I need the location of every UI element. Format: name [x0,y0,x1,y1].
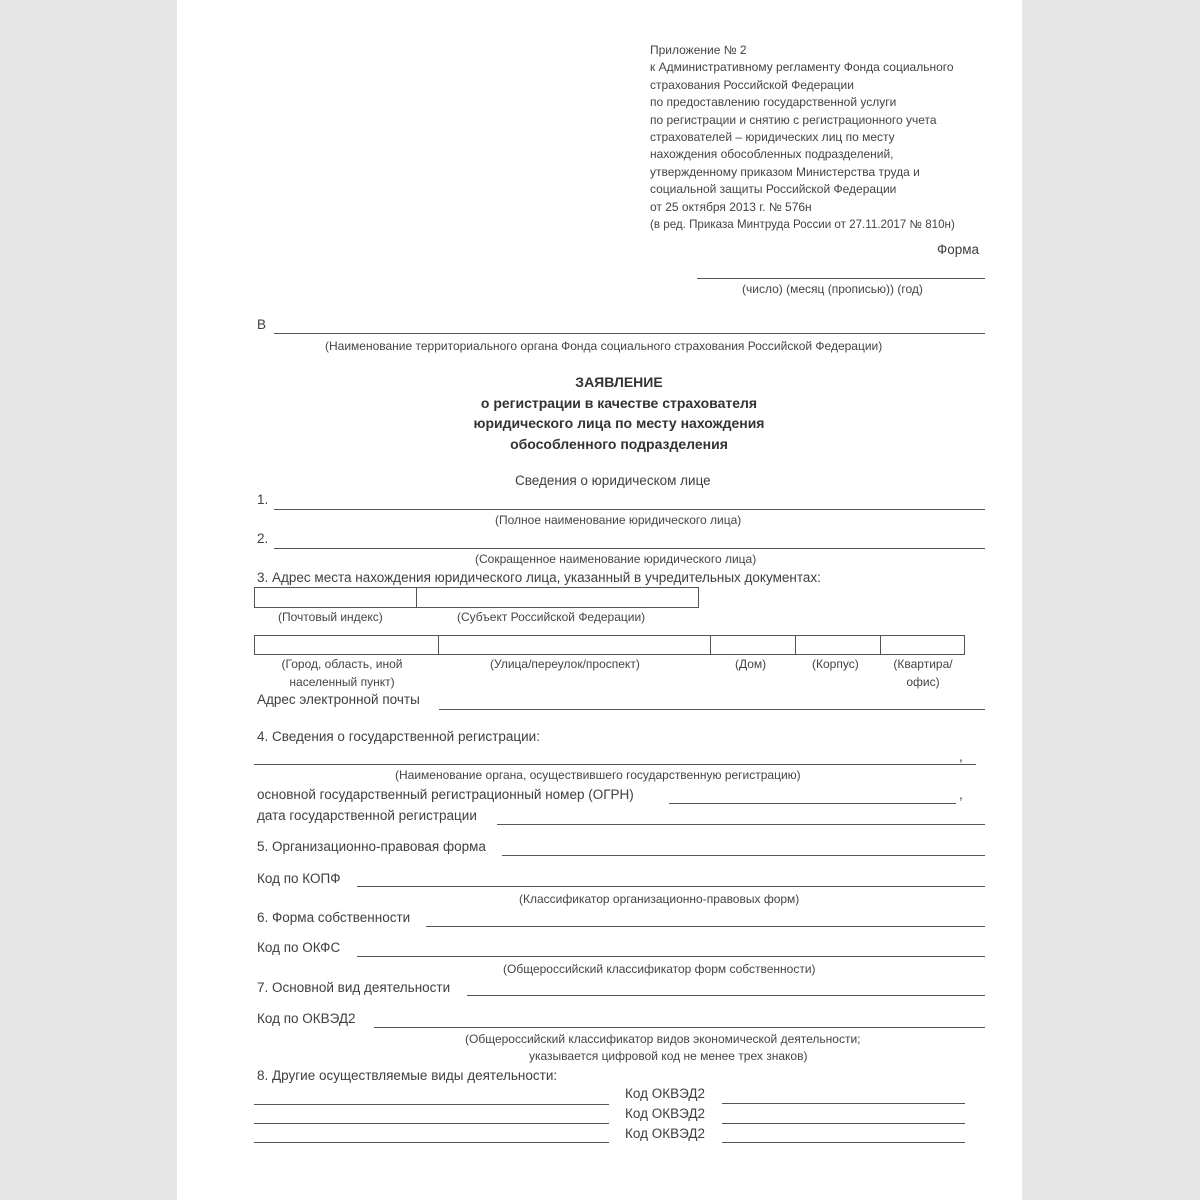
main-activity-field[interactable] [467,995,985,996]
date-field-line[interactable] [697,278,985,279]
appendix-line: страхователей – юридических лиц по месту [650,130,895,144]
appendix-line: Приложение № 2 [650,43,747,57]
section-heading: Сведения о юридическом лице [515,473,711,488]
email-label: Адрес электронной почты [257,692,420,707]
kopf-label: Код по КОПФ [257,871,341,886]
apartment-caption: офис) [906,675,940,689]
house-caption: (Дом) [735,657,767,671]
street-box[interactable] [438,635,711,655]
other-activity-field[interactable] [254,1104,609,1105]
field-2-number: 2. [257,531,269,546]
other-okved-field[interactable] [722,1142,965,1143]
okved-caption: (Общероссийский классификатор видов экономической деятельности; [465,1032,861,1046]
registration-comma: , [959,749,963,764]
house-box[interactable] [710,635,796,655]
short-name-caption: (Сокращенное наименование юридического лица) [475,552,757,566]
okfs-label: Код по ОКФС [257,940,341,955]
okved-label: Код по ОКВЭД2 [257,1011,356,1026]
address-label: 3. Адрес места нахождения юридического лица, указанный в учредительных документах: [257,570,821,585]
other-okved-field[interactable] [722,1103,965,1104]
other-okved-label: Код ОКВЭД2 [625,1126,705,1141]
document-page [177,0,1022,1200]
other-activities-label: 8. Другие осуществляемые виды деятельности: [257,1068,558,1083]
ownership-field[interactable] [426,926,985,927]
appendix-line: к Административному регламенту Фонда социального [650,60,954,75]
appendix-line: нахождения обособленных подразделений, [650,147,894,162]
email-field[interactable] [439,709,985,710]
region-box[interactable] [416,587,699,608]
appendix-line: утвержденному приказом Министерства труда и [650,164,920,179]
other-okved-field[interactable] [722,1123,965,1124]
appendix-line: по предоставлению государственной услуги [650,95,897,110]
city-caption: населенный пункт) [289,675,395,689]
ogrn-comma: , [959,787,963,802]
full-name-field[interactable] [274,509,985,510]
other-activity-field[interactable] [254,1123,609,1124]
addressee-prefix: В [257,317,267,332]
registration-label: 4. Сведения о государственной регистрации: [257,729,540,744]
building-box[interactable] [795,635,881,655]
registration-authority-caption: (Наименование органа, осуществившего государственную регистрацию) [395,768,801,782]
building-caption: (Корпус) [812,657,859,671]
registration-authority-field[interactable] [254,764,976,765]
apartment-caption: (Квартира/ [893,657,953,671]
appendix-line: (в ред. Приказа Минтруда России от 27.11.2017 № 810н) [650,218,955,231]
short-name-field[interactable] [274,548,985,549]
document-subtitle: о регистрации в качестве страхователя [480,395,758,411]
postal-code-box[interactable] [254,587,417,608]
date-caption: (число) (месяц (прописью)) (год) [742,282,923,296]
registration-date-label: дата государственной регистрации [257,808,477,823]
document-title: ЗАЯВЛЕНИЕ [575,374,663,390]
form-label: Форма [937,242,980,257]
city-caption: (Город, область, иной [281,657,403,671]
other-activity-field[interactable] [254,1142,609,1143]
full-name-caption: (Полное наименование юридического лица) [495,513,742,527]
ogrn-field[interactable] [669,803,956,804]
appendix-line: страхования Российской Федерации [650,77,854,92]
appendix-line: по регистрации и снятию с регистрационного учета [650,112,937,127]
okfs-caption: (Общероссийский классификатор форм собственности) [503,962,816,976]
legal-form-field[interactable] [502,855,985,856]
okved-caption: указывается цифровой код не менее трех знаков) [529,1049,808,1063]
appendix-line: социальной защиты Российской Федерации [650,182,897,197]
ogrn-label: основной государственный регистрационный номер (ОГРН) [257,787,634,802]
region-caption: (Субъект Российской Федерации) [457,610,646,624]
kopf-field[interactable] [357,886,985,887]
okfs-field[interactable] [357,956,985,957]
document-subtitle: обособленного подразделения [510,436,728,452]
field-1-number: 1. [257,492,269,507]
city-box[interactable] [254,635,439,655]
appendix-line: от 25 октября 2013 г. № 576н [650,199,812,214]
apartment-box[interactable] [880,635,965,655]
main-activity-label: 7. Основной вид деятельности [257,980,451,995]
other-okved-label: Код ОКВЭД2 [625,1086,705,1101]
postal-code-caption: (Почтовый индекс) [278,610,383,624]
ownership-label: 6. Форма собственности [257,910,411,925]
legal-form-label: 5. Организационно-правовая форма [257,839,486,854]
document-subtitle: юридического лица по месту нахождения [473,415,765,431]
okved-field[interactable] [374,1027,985,1028]
addressee-field-line[interactable] [274,333,985,334]
street-caption: (Улица/переулок/проспект) [490,657,640,671]
addressee-caption: (Наименование территориального органа Фонда социального страхования Российской Федерации) [325,339,883,353]
other-okved-label: Код ОКВЭД2 [625,1106,705,1121]
kopf-caption: (Классификатор организационно-правовых форм) [519,892,800,906]
registration-date-field[interactable] [497,824,985,825]
